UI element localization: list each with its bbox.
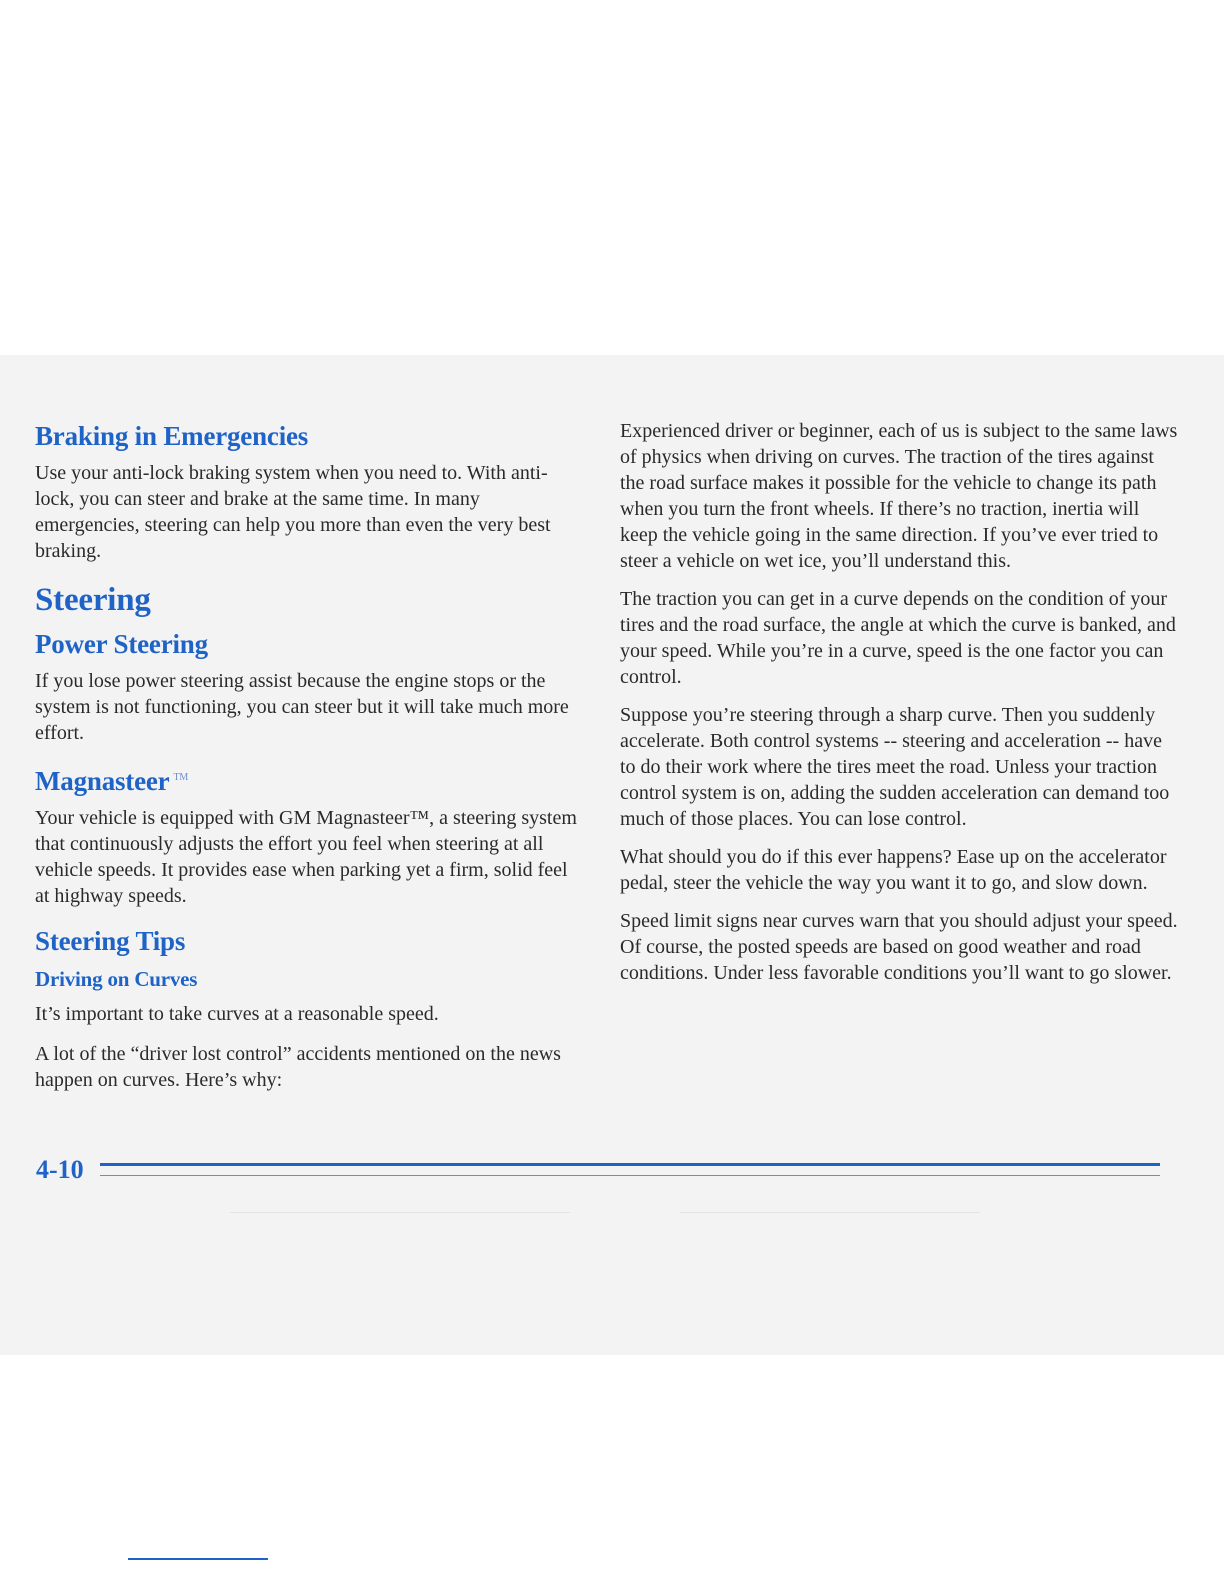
braking-in-emergencies-heading: Braking in Emergencies xyxy=(35,421,309,451)
left-column xyxy=(35,418,580,1107)
curves-paragraph-2: A lot of the “driver lost control” accidents mentioned on the news happen on curves. Here’s why: xyxy=(35,1043,561,1091)
speed-limit-paragraph: Speed limit signs near curves warn that you should adjust your speed. Of course, the posted speeds are based on good weather and road conditions. Under less favorable conditions you’ll want to go slower. xyxy=(620,910,1178,984)
bottom-mark xyxy=(128,1558,268,1560)
right-column xyxy=(620,418,1180,998)
trademark-mark: TM xyxy=(173,772,189,783)
curves-paragraph-1: It’s important to take curves at a reasonable speed. xyxy=(35,1003,439,1025)
faint-divider-right xyxy=(680,1212,980,1213)
magnasteer-heading-text: Magnasteer xyxy=(35,766,170,796)
magnasteer-heading xyxy=(35,760,580,799)
power-steering-heading: Power Steering xyxy=(35,629,208,659)
steering-tips-heading: Steering Tips xyxy=(35,926,186,956)
braking-paragraph: Use your anti-lock braking system when you need to. With anti-lock, you can steer and brake at the same time. In many emergencies, steering can help you more than even the very best braking. xyxy=(35,462,551,562)
footer-rule-thin xyxy=(100,1175,1160,1176)
what-to-do-paragraph: What should you do if this ever happens? Ease up on the accelerator pedal, steer the vehicle the way you want it to go, and slow down. xyxy=(620,846,1167,894)
magnasteer-paragraph: Your vehicle is equipped with GM Magnasteer™, a steering system that continuously adjusts the effort you feel when steering at all vehicle speeds. It provides ease when parking yet a firm, solid feel at highway speeds. xyxy=(35,807,577,907)
steering-heading: Steering xyxy=(35,582,151,618)
power-steering-paragraph: If you lose power steering assist because the engine stops or the system is not functioning, you can steer but it will take much more effort. xyxy=(35,670,569,744)
acceleration-paragraph: Suppose you’re steering through a sharp curve. Then you suddenly accelerate. Both control systems -- steering and acceleration -- have to do their work where the tires meet the road. Unless your traction control system is on, adding the sudden acceleration can demand too much of those places. You can lose control. xyxy=(620,704,1170,830)
footer-rule xyxy=(100,1163,1160,1166)
physics-paragraph: Experienced driver or beginner, each of us is subject to the same laws of physics when driving on curves. The traction of the tires against the road surface makes it possible for the vehicle to change its path when you turn the front wheels. If there’s no traction, inertia will keep the vehicle going in the same direction. If you’ve ever tried to steer a vehicle on wet ice, you’ll understand this. xyxy=(620,420,1178,572)
traction-paragraph: The traction you can get in a curve depends on the condition of your tires and the road surface, the angle at which the curve is banked, and your speed. While you’re in a curve, speed is the one factor you can control. xyxy=(620,588,1176,688)
faint-divider-left xyxy=(230,1212,570,1213)
page-number: 4-10 xyxy=(36,1155,84,1184)
driving-on-curves-heading: Driving on Curves xyxy=(35,967,198,991)
